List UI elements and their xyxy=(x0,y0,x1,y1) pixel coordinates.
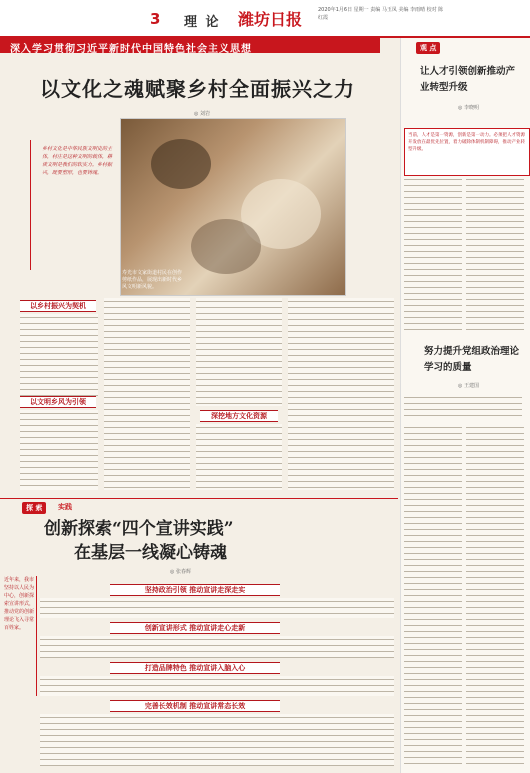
right-article-1-title: 让人才引领创新推动产业转型升级 xyxy=(420,66,516,93)
lead-article-title: 以文化之魂赋聚乡村全面振兴之力 xyxy=(40,77,355,101)
right-article-1-body-a xyxy=(404,176,462,334)
section2-tag-left: 探 索 xyxy=(22,502,46,514)
section2-rule xyxy=(0,498,398,499)
right-article-2-title: 努力提升党组政治理论学习的质量 xyxy=(424,346,520,373)
section2-body-1 xyxy=(40,598,394,618)
lead-body-col-2 xyxy=(104,298,190,490)
right-article-1-quote: 当前，人才是第一资源，创新是第一动力。必须把人才资源开发放在最优先位置，着力破除体制机制障碍，推动产业转型升级。 xyxy=(404,128,530,176)
section2-title-line2: 在基层一线凝心铸魂 xyxy=(74,543,227,563)
lead-body-col-3 xyxy=(196,298,282,406)
section-name: 理 论 xyxy=(184,15,221,30)
lead-byline: ◎ 刘岩 xyxy=(194,111,210,117)
right-article-2-body-a xyxy=(404,424,462,764)
lead-body-col-1 xyxy=(20,314,98,396)
newspaper-name: 潍坊日报 xyxy=(238,10,303,29)
lead-subhead-2: 以文明乡风为引领 xyxy=(20,396,96,408)
section2-tag-right: 实践 xyxy=(58,503,72,511)
section2-body-4 xyxy=(40,714,394,766)
section2-subhead-4: 完善长效机制 推动宣讲常态长效 xyxy=(110,700,280,712)
section2-side-rule xyxy=(36,576,37,696)
banner-text: 深入学习贯彻习近平新时代中国特色社会主义思想 xyxy=(10,44,252,55)
section2-pull-quote: 近年来，我市坚持以人民为中心，创新探索宣讲形式，推动党的创新理论飞入寻常百姓家。 xyxy=(4,577,35,631)
lead-body-col-3b xyxy=(196,424,282,490)
section2-subhead-1: 坚持政治引领 推动宣讲走深走实 xyxy=(110,584,280,596)
page-number: 3 xyxy=(150,10,161,28)
lead-pull-quote: 乡村文化是中华民族文明史的主体，村庄是这种文明的载体，耕读文明是我们的软实力。乡村振兴，既要塑形，也要铸魂。 xyxy=(42,146,113,176)
photo-caption: 寿光市文家街道村民在创作剪纸作品，展现出新时代乡风文明新风貌。 xyxy=(122,270,183,290)
opinion-tag: 观 点 xyxy=(416,42,440,54)
right-article-2-byline: ◎ 王建国 xyxy=(458,383,479,389)
right-article-1-byline: ◎ 李晓明 xyxy=(458,105,479,111)
section2-subhead-2: 创新宣讲形式 推动宣讲走心走新 xyxy=(110,622,280,634)
right-article-2-body-b xyxy=(466,424,524,764)
section2-body-3 xyxy=(40,676,394,696)
right-article-1-body-b xyxy=(466,176,524,334)
section2-body-2 xyxy=(40,636,394,658)
lead-subhead-1: 以乡村振兴为契机 xyxy=(20,300,96,312)
lead-body-col-1b xyxy=(20,410,98,490)
section2-byline: ◎ 张春辉 xyxy=(170,569,191,575)
lead-body-col-4 xyxy=(288,298,394,490)
lead-left-rule xyxy=(30,140,31,270)
section2-subhead-3: 打造品牌特色 推动宣讲入脑入心 xyxy=(110,662,280,674)
section2-title-line1: 创新探索“四个宣讲实践” xyxy=(44,519,234,539)
right-article-2-intro xyxy=(404,394,522,420)
lead-subhead-3: 深挖地方文化资源 xyxy=(200,410,278,422)
section2-title xyxy=(44,517,324,565)
issue-meta: 2020年1月6日 星期一 责编 马玉凤 美编 李雨晴 校对 陈红霞 xyxy=(318,7,444,21)
